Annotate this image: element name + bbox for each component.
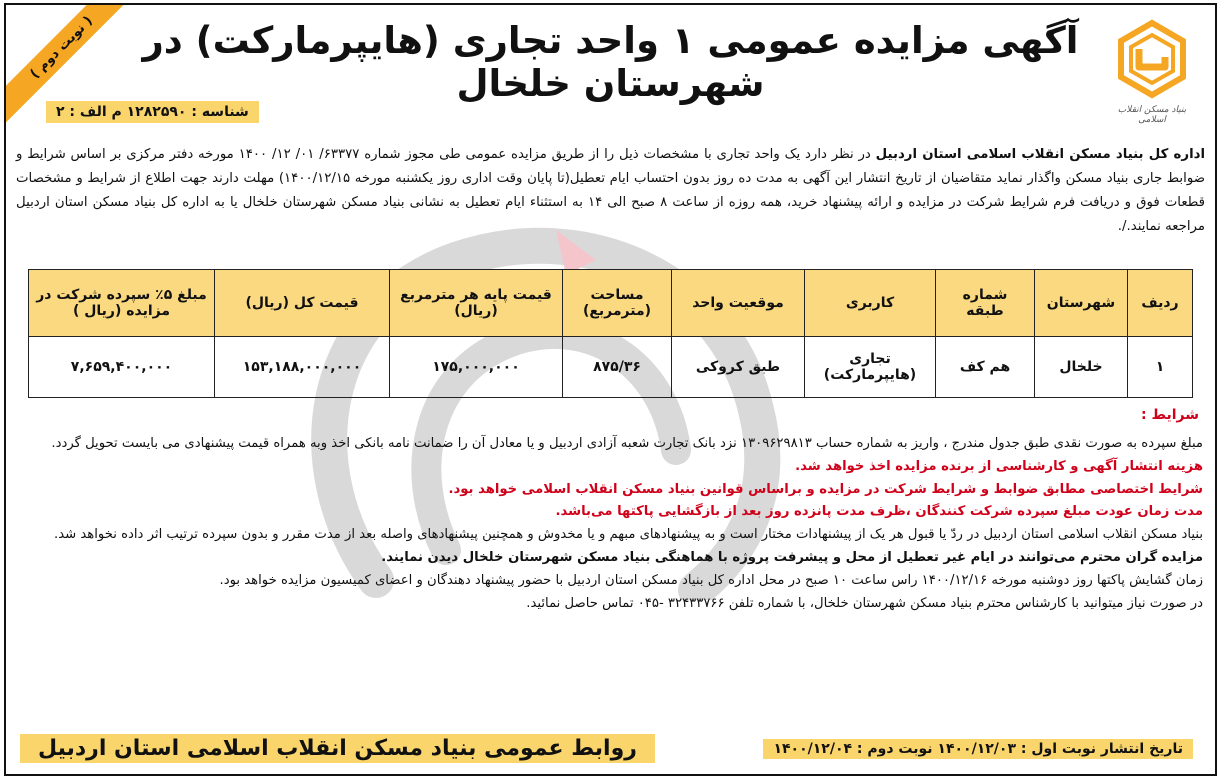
col-location: موقعیت واحد [672, 270, 805, 337]
table-header-row [29, 270, 1193, 337]
condition-item: هزینه انتشار آگهی و کارشناسی از برنده مزایده اخذ خواهد شد. [795, 458, 1203, 474]
cell-row-number: ۱ [1128, 337, 1193, 398]
cell-location: طبق کروکی [672, 337, 805, 398]
intro-body: در نظر دارد یک واحد تجاری با مشخصات ذیل را از طریق مزایده عمومی طی مجوز شماره ۶۳۳۷۷/ ۰۱/ ۱۲/ ۱۴۰۰ مورخه دفتر مرکزی بر اساس شرایط و ضوابط جاری بنیاد مسکن واگذار نماید متقاضیان از تاریخ انتشار این آگهی به مدت ده روز بدون احتساب ایام تعطیل(تا پایان وقت اداری روز یکشنبه مورخه ۱۴۰۰/۱۲/۱۵) مهلت دارند جهت اطلاع از شرایط و مشخصات قطعات فوق و دریافت فرم شرایط شرکت در مزایده و ارائه پیشنهاد خرید، همه روزه از ساعت ۸ صبح الی ۱۴ به استثناء ایام تعطیل به نشانی بنیاد مسکن شهرستان خلخال یا به اداره کل بنیاد مسکن استان اردبیل مراجعه نمایند./. [16, 147, 1205, 234]
conditions-heading: شرایط : [1141, 407, 1199, 423]
condition-item: بنیاد مسکن انقلاب اسلامی استان اردبیل در ردّ یا قبول هر یک از پیشنهادات مختار است و به پیشنهادهای مبهم و یا مخدوش و همچنین پیشنهادهای واصله بعد از مدت مقرر و بدون سپرده ترتیب اثر داده نخواهد شد. [54, 527, 1203, 543]
condition-item: زمان گشایش پاکتها روز دوشنبه مورخه ۱۴۰۰/۱۲/۱۶ راس ساعت ۱۰ صبح در محل اداره کل بنیاد مسکن استان اردبیل با حضور پیشنهاد دهندگان و اعضای کمیسیون مزایده خواهد بود. [219, 572, 1203, 588]
intro-paragraph [16, 143, 1205, 239]
table-row [29, 337, 1193, 398]
condition-item: در صورت نیاز میتوانید با کارشناس محترم بنیاد مسکن شهرستان خلخال، با شماره تلفن ۳۲۴۳۳۷۶۶ -۰۴۵ تماس حاصل نمائید. [526, 595, 1203, 611]
cell-total-price: ۱۵۳,۱۸۸,۰۰۰,۰۰۰ [215, 337, 390, 398]
col-usage: کاربری [805, 270, 936, 337]
condition-item: مبلغ سپرده به صورت نقدی طبق جدول مندرج ، واریز به شماره حساب ۱۳۰۹۶۲۹۸۱۳ نزد بانک تجارت شعبه آزادی اردبیل و یا معادل آن را ضمانت نامه بانکی اخذ وبه همراه قیمت پیشنهادی می بایست تحویل گردد. [51, 436, 1203, 451]
cell-base-price: ۱۷۵,۰۰۰,۰۰۰ [390, 337, 563, 398]
serial-number: شناسه : ۱۲۸۲۵۹۰ م الف : ۲ [46, 101, 259, 123]
cell-city: خلخال [1035, 337, 1128, 398]
condition-item: مزایده گران محترم می‌توانند در ایام غیر تعطیل از محل و پیشرفت پروژه با هماهنگی بنیاد مسکن شهرستان خلخال دیدن نمایند. [381, 549, 1203, 565]
hexagon-house-icon [1115, 19, 1189, 99]
publication-round-ribbon: ( نوبت دوم ) [4, 3, 142, 128]
col-row-number: ردیف [1128, 270, 1193, 337]
col-floor: شماره طبقه [936, 270, 1035, 337]
cell-usage: تجاری (هایپرمارکت) [805, 337, 936, 398]
conditions-list [16, 433, 1203, 615]
condition-item: مدت زمان عودت مبلغ سپرده شرکت کنندگان ،ظرف مدت پانزده روز بعد از بازگشایی پاکتها می‌باشد. [555, 504, 1203, 520]
col-area: مساحت (مترمربع) [563, 270, 672, 337]
property-table [28, 269, 1193, 398]
auction-notice [4, 3, 1217, 776]
logo-caption: بنیاد مسکن انقلاب اسلامی [1117, 105, 1187, 125]
col-total-price: قیمت کل (ریال) [215, 270, 390, 337]
cell-deposit: ۷,۶۵۹,۴۰۰,۰۰۰ [29, 337, 215, 398]
col-city: شهرستان [1035, 270, 1128, 337]
publication-dates: تاریخ انتشار نوبت اول : ۱۴۰۰/۱۲/۰۳ نوبت دوم : ۱۴۰۰/۱۲/۰۴ [763, 739, 1193, 759]
notice-title: آگهی مزایده عمومی ۱ واحد تجاری (هایپرمارکت) در شهرستان خلخال [142, 19, 1079, 105]
cell-floor: هم کف [936, 337, 1035, 398]
organization-name: اداره کل بنیاد مسکن انقلاب اسلامی استان اردبیل [875, 147, 1206, 162]
cell-area: ۸۷۵/۳۶ [563, 337, 672, 398]
col-base-price: قیمت پایه هر مترمربع (ریال) [390, 270, 563, 337]
bonyad-logo [1107, 19, 1197, 127]
condition-item: شرایط اختصاصی مطابق ضوابط و شرایط شرکت در مزایده و براساس قوانین بنیاد مسکن انقلاب اسلامی خواهد بود. [448, 481, 1203, 497]
col-deposit: مبلغ ۵٪ سپرده شرکت در مزایده (ریال ) [29, 270, 215, 337]
publisher-signature: روابط عمومی بنیاد مسکن انقلاب اسلامی استان اردبیل [20, 734, 655, 763]
